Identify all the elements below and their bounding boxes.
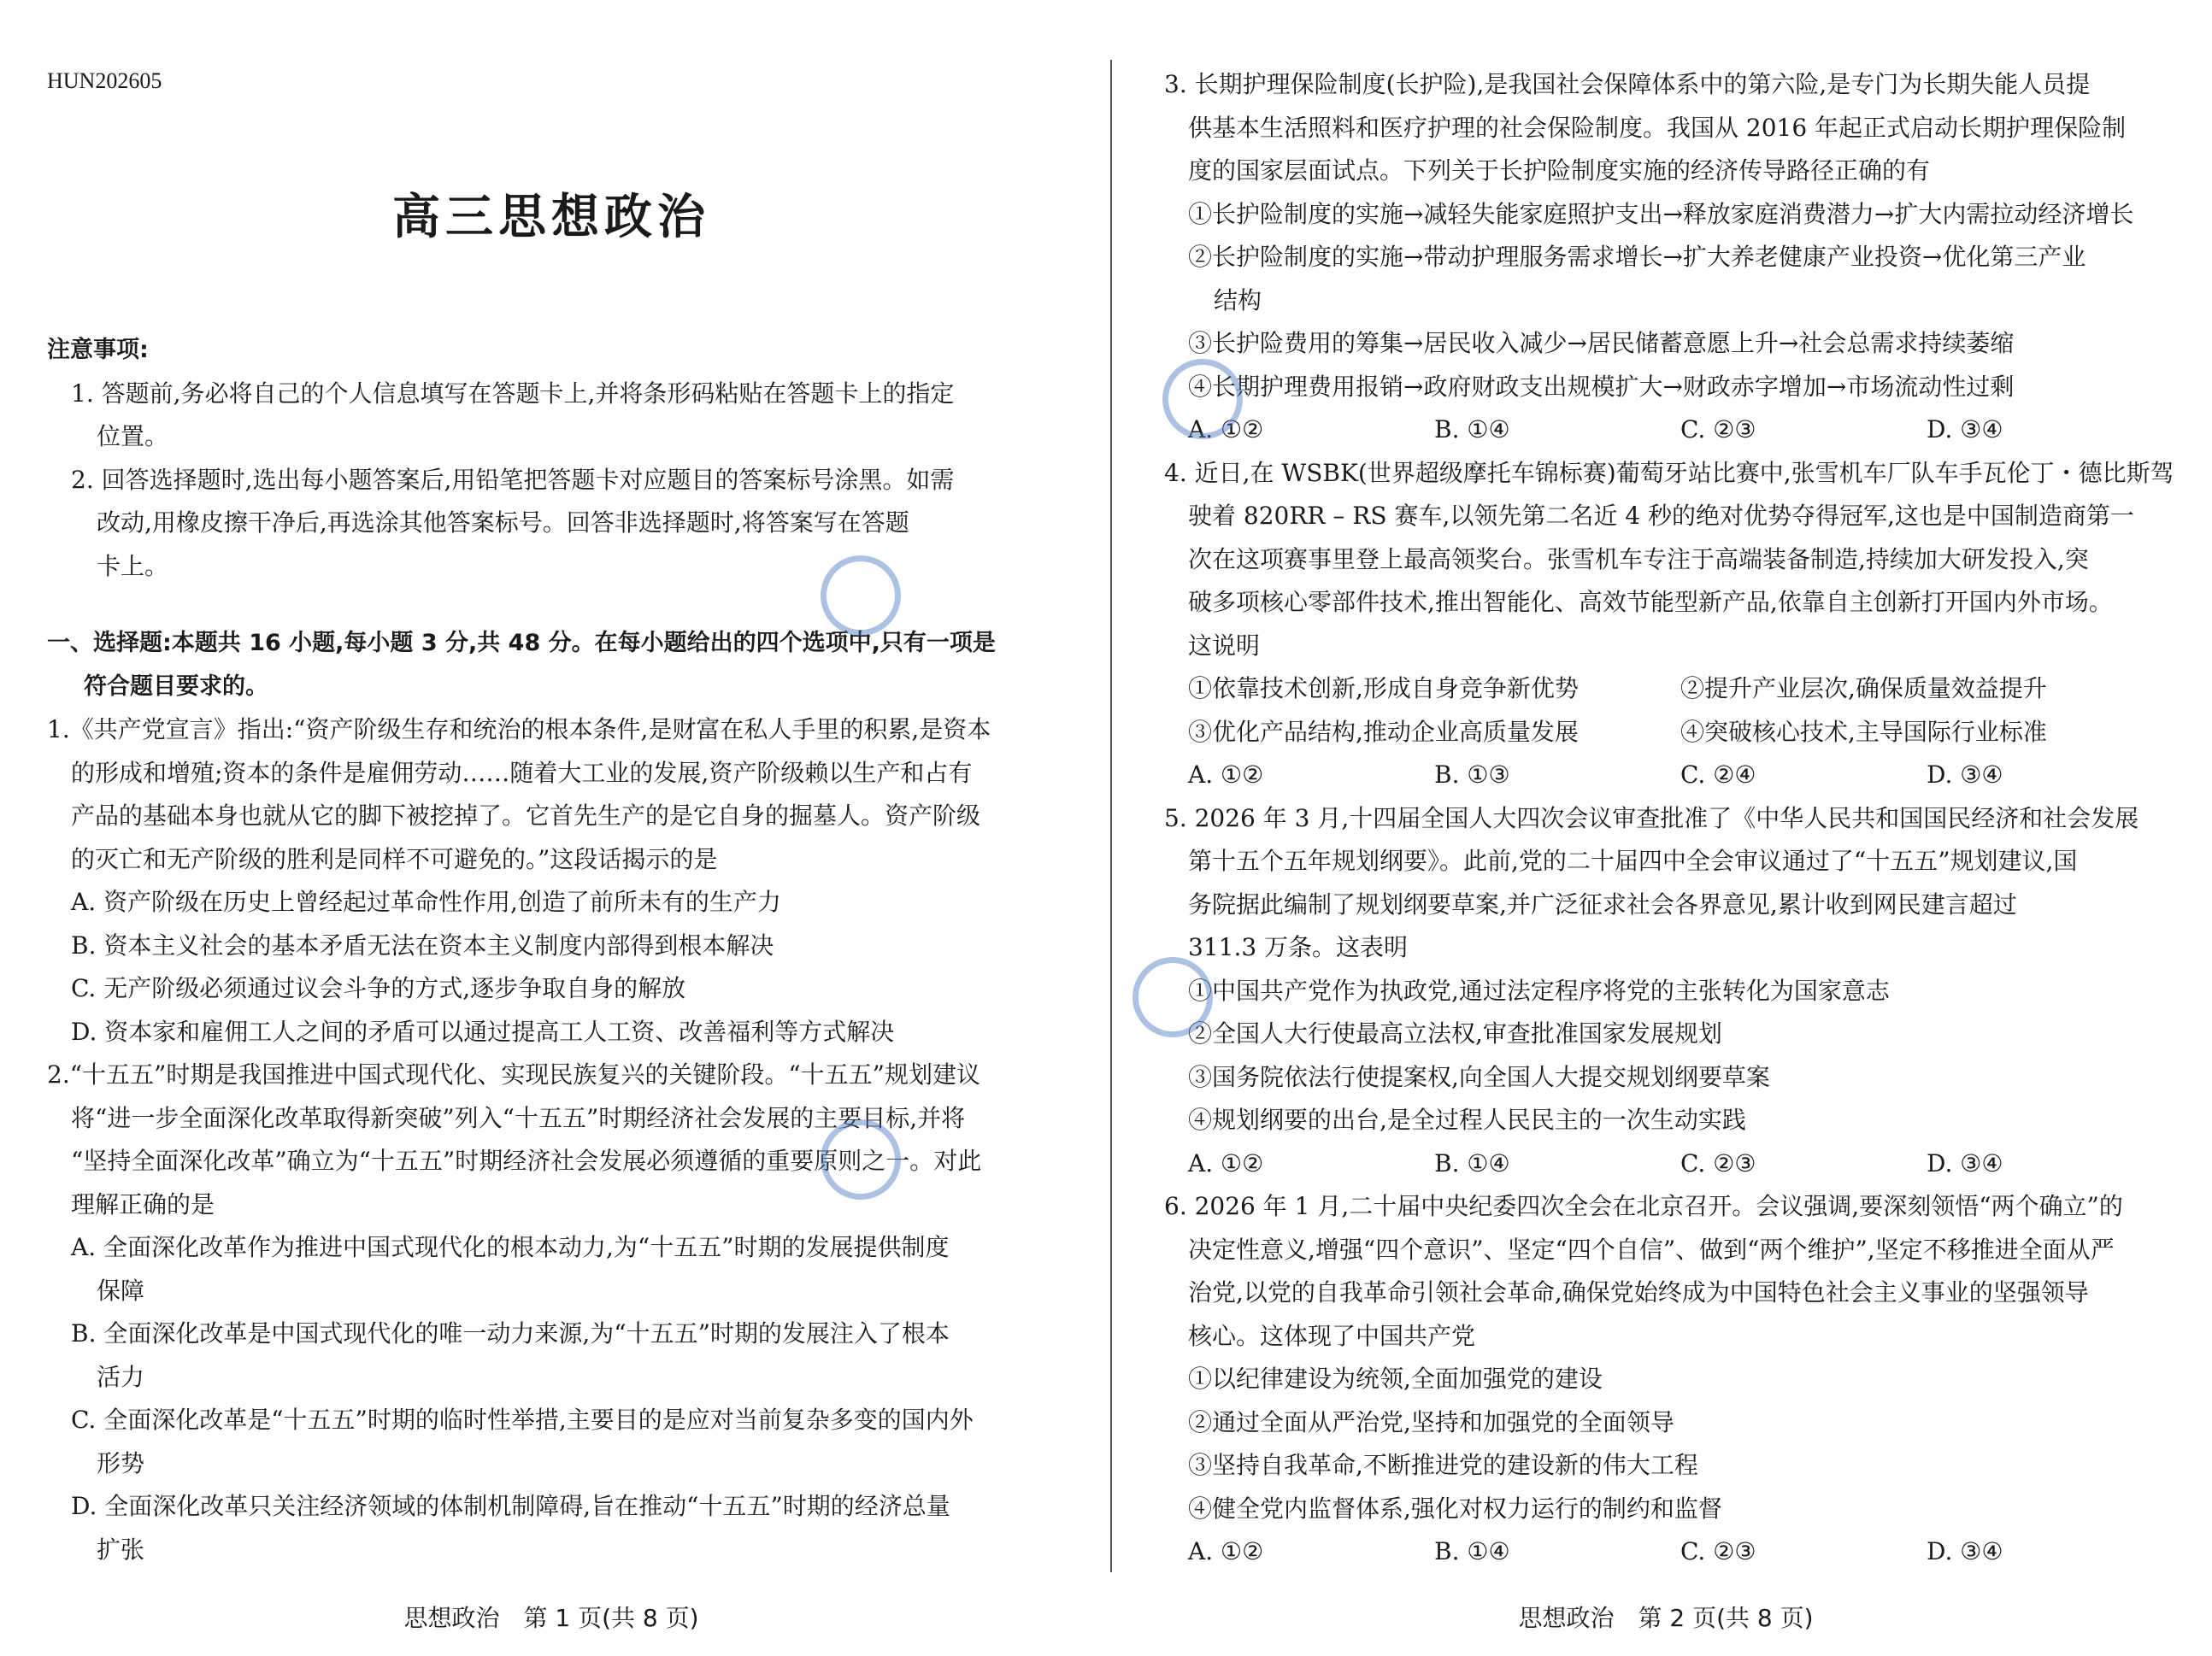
answer-b: B. ①④	[1434, 1537, 1510, 1565]
question-stem: 理解正确的是	[71, 1189, 215, 1219]
question-stem: 的形成和增殖;资本的条件是雇佣劳动……随着大工业的发展,资产阶级赖以生产和占有	[71, 758, 973, 787]
question-stem: 核心。这体现了中国共产党	[1188, 1321, 1476, 1350]
question-stem: 第十五个五年规划纲要》。此前,党的二十届四中全会审议通过了“十五五”规划建议,国	[1188, 847, 2078, 875]
answer-d: D. ③④	[1927, 1537, 2003, 1565]
answer-a: A. ①②	[1188, 415, 1264, 443]
answer-d: D. ③④	[1927, 1148, 2003, 1177]
statement-3: ③长护险费用的筹集→居民收入减少→居民储蓄意愿上升→社会总需求持续萎缩	[1188, 329, 2015, 357]
left-column	[47, 329, 1056, 1571]
watermark-logo-icon	[1162, 359, 1243, 439]
statement-4: ④长期护理费用报销→政府财政支出规模扩大→财政赤字增加→市场流动性过剩	[1188, 372, 2015, 401]
question-stem: 供基本生活照料和医疗护理的社会保险制度。我国从 2016 年起正式启动长期护理保险制	[1188, 113, 2127, 142]
answer-c: C. ②④	[1680, 760, 1756, 789]
question-6	[1164, 1185, 2173, 1574]
notice-heading: 注意事项:	[47, 337, 149, 363]
question-stem: “坚持全面深化改革”确立为“十五五”时期经济社会发展必须遵循的重要原则之一。对此	[71, 1147, 982, 1175]
watermark-logo-icon	[821, 555, 901, 636]
question-2	[47, 1054, 1056, 1571]
question-1	[47, 708, 1056, 1054]
statement-1: ①以纪律建设为统领,全面加强党的建设	[1188, 1365, 1603, 1393]
answer-b: B. ①④	[1434, 1148, 1510, 1177]
option-b-cont: 活力	[97, 1362, 145, 1391]
option-d: D. 资本家和雇佣工人之间的矛盾可以通过提高工人工资、改善福利等方式解决	[71, 1017, 895, 1046]
option-c: C. 全面深化改革是“十五五”时期的临时性举措,主要目的是应对当前复杂多变的国内外	[71, 1406, 974, 1434]
question-stem: 2.“十五五”时期是我国推进中国式现代化、实现民族复兴的关键阶段。“十五五”规划建议	[47, 1060, 980, 1089]
answer-a: A. ①②	[1188, 760, 1264, 789]
watermark-logo-icon	[1132, 957, 1213, 1037]
question-stem: 将“进一步全面深化改革取得新突破”列入“十五五”时期经济社会发展的主要目标,并将	[71, 1103, 966, 1132]
question-stem: 4. 近日,在 WSBK(世界超级摩托车锦标赛)葡萄牙站比赛中,张雪机车厂队车手瓦伦丁・德比斯驾	[1164, 458, 2174, 487]
option-b: B. 资本主义社会的基本矛盾无法在资本主义制度内部得到根本解决	[71, 931, 774, 960]
question-stem: 务院据此编制了规划纲要草案,并广泛征求社会各界意见,累计收到网民建言超过	[1188, 890, 2017, 919]
statement-2: ②长护险制度的实施→带动护理服务需求增长→扩大养老健康产业投资→优化第三产业	[1188, 243, 2086, 271]
question-3	[1164, 63, 2173, 452]
answer-options	[1164, 1142, 2173, 1186]
question-stem: 3. 长期护理保险制度(长护险),是我国社会保障体系中的第六险,是专门为长期失能人员提	[1164, 70, 2091, 98]
option-c-cont: 形势	[97, 1448, 145, 1477]
question-stem: 1.《共产党宣言》指出:“资产阶级生存和统治的根本条件,是财富在私人手里的积累,是资本	[47, 715, 991, 743]
statement-2: ②通过全面从严治党,坚持和加强党的全面领导	[1188, 1407, 1674, 1436]
statement-2-cont: 结构	[1214, 285, 1262, 314]
section-heading: 一、选择题:本题共 16 小题,每小题 3 分,共 48 分。在每小题给出的四个选项中,只有一项是	[47, 630, 996, 656]
statement-2: ②全国人大行使最高立法权,审查批准国家发展规划	[1188, 1019, 1722, 1048]
question-stem: 破多项核心零部件技术,推出智能化、高效节能型新产品,依靠自主创新打开国内外市场。	[1188, 588, 2113, 616]
page-footer-right: 思想政治 第 2 页(共 8 页)	[1518, 1604, 1814, 1632]
question-stem: 驶着 820RR – RS 赛车,以领先第二名近 4 秒的绝对优势夺得冠军,这也是中国制造商第一	[1188, 502, 2134, 530]
answer-a: A. ①②	[1188, 1148, 1264, 1177]
answer-b: B. ①③	[1434, 760, 1510, 789]
option-a-cont: 保障	[97, 1276, 145, 1305]
answer-c: C. ②③	[1680, 1537, 1756, 1565]
answer-d: D. ③④	[1927, 760, 2003, 789]
question-stem: 5. 2026 年 3 月,十四届全国人大四次会议审查批准了《中华人民共和国国民经济和社会发展	[1164, 803, 2139, 832]
exam-code: HUN202605	[47, 68, 162, 93]
answer-options	[1164, 754, 2173, 797]
question-stem: 产品的基础本身也就从它的脚下被挖掉了。它首先生产的是它自身的掘墓人。资产阶级	[71, 802, 981, 830]
answer-c: C. ②③	[1680, 415, 1756, 443]
option-c: C. 无产阶级必须通过议会斗争的方式,逐步争取自身的解放	[71, 974, 686, 1002]
statement-4: ④规划纲要的出台,是全过程人民民主的一次生动实践	[1188, 1106, 1746, 1134]
answer-a: A. ①②	[1188, 1537, 1264, 1565]
notice-item: 卡上。	[97, 551, 169, 580]
answer-options	[1164, 1530, 2173, 1574]
question-stem: 次在这项赛事里登上最高领奖台。张雪机车专注于高端装备制造,持续加大研发投入,突	[1188, 544, 2089, 573]
page-title: 高三思想政治	[392, 190, 710, 245]
statement-2: ②提升产业层次,确保质量效益提升	[1680, 674, 2047, 702]
column-divider	[1110, 60, 1112, 1572]
question-5	[1164, 797, 2173, 1186]
section-heading-cont: 符合题目要求的。	[84, 672, 268, 700]
answer-c: C. ②③	[1680, 1148, 1756, 1177]
statement-3: ③国务院依法行使提案权,向全国人大提交规划纲要草案	[1188, 1062, 1770, 1091]
option-a: A. 资产阶级在历史上曾经起过革命性作用,创造了前所未有的生产力	[71, 888, 781, 916]
answer-d: D. ③④	[1927, 415, 2003, 443]
notice-item: 1. 答题前,务必将自己的个人信息填写在答题卡上,并将条形码粘贴在答题卡上的指定	[71, 379, 955, 408]
statement-4: ④健全党内监督体系,强化对权力运行的制约和监督	[1188, 1494, 1722, 1523]
right-column	[1164, 63, 2173, 1574]
page-footer-left: 思想政治 第 1 页(共 8 页)	[403, 1604, 699, 1632]
option-d-cont: 扩张	[97, 1535, 145, 1564]
option-b: B. 全面深化改革是中国式现代化的唯一动力来源,为“十五五”时期的发展注入了根本	[71, 1319, 950, 1348]
answer-b: B. ①④	[1434, 415, 1510, 443]
notice-item: 位置。	[97, 422, 169, 450]
question-stem: 这说明	[1188, 631, 1261, 660]
answer-options	[1164, 408, 2173, 452]
question-stem: 度的国家层面试点。下列关于长护险制度实施的经济传导路径正确的有	[1188, 156, 1931, 185]
watermark-logo-icon	[821, 1119, 901, 1200]
statement-1: ①依靠技术创新,形成自身竞争新优势	[1188, 674, 1579, 702]
question-stem: 治党,以党的自我革命引领社会革命,确保党始终成为中国特色社会主义事业的坚强领导	[1188, 1278, 2089, 1307]
statement-1: ①中国共产党作为执政党,通过法定程序将党的主张转化为国家意志	[1188, 976, 1890, 1005]
question-stem: 311.3 万条。这表明	[1188, 933, 1409, 961]
statement-3: ③优化产品结构,推动企业高质量发展	[1188, 717, 1579, 746]
statement-1: ①长护险制度的实施→减轻失能家庭照护支出→释放家庭消费潜力→扩大内需拉动经济增长	[1188, 199, 2134, 228]
question-stem: 6. 2026 年 1 月,二十届中央纪委四次全会在北京召开。会议强调,要深刻领悟“两个确立”的	[1164, 1192, 2123, 1220]
question-stem: 的灭亡和无产阶级的胜利是同样不可避免的。”这段话揭示的是	[71, 844, 718, 873]
statement-row	[1164, 667, 2173, 711]
option-a: A. 全面深化改革作为推进中国式现代化的根本动力,为“十五五”时期的发展提供制度	[71, 1233, 950, 1261]
statement-row	[1164, 711, 2173, 755]
option-d: D. 全面深化改革只关注经济领域的体制机制障碍,旨在推动“十五五”时期的经济总量	[71, 1492, 950, 1520]
question-4	[1164, 452, 2173, 797]
notice-item: 改动,用橡皮擦干净后,再选涂其他答案标号。回答非选择题时,将答案写在答题	[97, 508, 909, 537]
notice-item: 2. 回答选择题时,选出每小题答案后,用铅笔把答题卡对应题目的答案标号涂黑。如需	[71, 465, 955, 494]
statement-4: ④突破核心技术,主导国际行业标准	[1680, 717, 2047, 746]
question-stem: 决定性意义,增强“四个意识”、坚定“四个自信”、做到“两个维护”,坚定不移推进全面从严	[1188, 1235, 2115, 1264]
statement-3: ③坚持自我革命,不断推进党的建设新的伟大工程	[1188, 1451, 1698, 1479]
